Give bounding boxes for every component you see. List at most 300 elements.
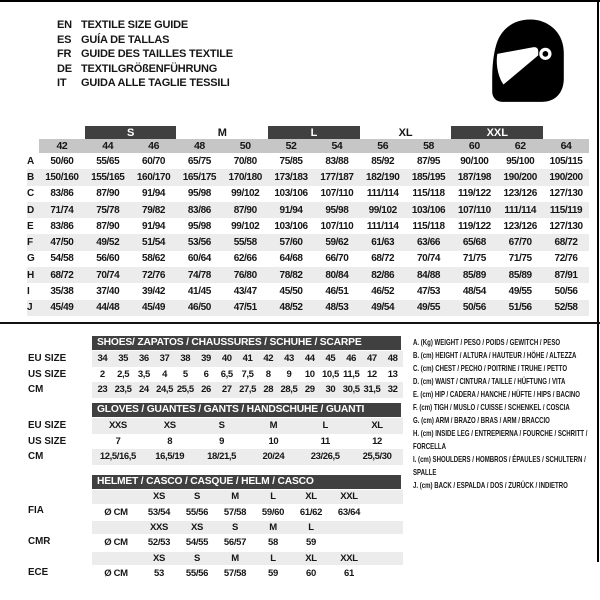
helmet-value-row-CMR <box>92 534 403 551</box>
shoes-value-cell: 12 <box>367 368 377 380</box>
measurement-cell: 170/180 <box>228 171 262 183</box>
measurement-cell: 111/114 <box>366 220 399 232</box>
measurement-cell: 71/75 <box>462 253 486 265</box>
gloves-value-cell: XL <box>371 420 383 431</box>
helmet-size-row-FIA <box>92 490 403 504</box>
size-number-cell: 58 <box>406 139 452 153</box>
measurement-cell: 61/63 <box>371 237 395 249</box>
measurement-cell: 115/118 <box>412 188 445 200</box>
shoes-value-cell: 26 <box>201 384 211 395</box>
measurement-cell: 127/130 <box>549 188 583 200</box>
measurement-row-C <box>27 186 589 202</box>
shoes-value-cell: 28,5 <box>280 384 298 395</box>
measurement-cell: 50/56 <box>462 302 486 314</box>
measurement-cell: 65/68 <box>462 237 486 249</box>
measurement-cell: 107/110 <box>320 220 354 232</box>
shoes-row-label: CM <box>28 384 44 395</box>
gloves-row-values <box>92 418 403 434</box>
measurement-cell: 63/66 <box>417 237 441 249</box>
measurement-cell: 79/82 <box>142 204 166 216</box>
helmet-value-cell: 55/56 <box>185 568 209 579</box>
measurement-cell: 50/60 <box>50 155 74 167</box>
shoes-value-cell: 29 <box>304 384 315 395</box>
measurement-cell: 83/86 <box>50 188 74 200</box>
gloves-row <box>0 434 600 450</box>
shoes-value-cell: 11,5 <box>342 368 360 380</box>
gloves-value-cell: 11 <box>320 435 330 447</box>
measurement-row-B <box>27 169 589 185</box>
measurement-cell: 83/86 <box>50 220 74 232</box>
measurement-cell: 155/165 <box>91 171 125 183</box>
gloves-value-cell: 23/26,5 <box>310 451 340 462</box>
gloves-row <box>0 418 600 434</box>
gloves-value-cell: XS <box>163 420 176 431</box>
gloves-value-cell: 25,5/30 <box>362 451 392 462</box>
shoes-value-cell: 2,5 <box>117 368 130 380</box>
shoes-value-cell: 10,5 <box>322 368 339 380</box>
helmet-size-cell: L <box>308 521 314 533</box>
shoes-value-cell: 5 <box>182 368 188 380</box>
size-number-cell: 48 <box>176 139 222 153</box>
gloves-value-cell: L <box>322 420 328 431</box>
shoes-value-cell: 39 <box>201 353 211 364</box>
helmet-size-cell: XS <box>152 491 166 502</box>
measurement-cell: 82/86 <box>371 269 395 281</box>
measurement-cell: 55/58 <box>233 237 257 249</box>
helmet-size-cell: XXL <box>340 491 358 502</box>
helmet-standard-label-ECE: ECE <box>28 566 49 578</box>
measurement-cell: 111/114 <box>504 204 537 216</box>
helmet-size-cell: M <box>231 552 239 564</box>
helmet-value-cell: 60 <box>306 568 316 579</box>
size-group-cell: S <box>85 126 177 139</box>
shoes-value-cell: 27 <box>221 384 232 395</box>
helmet-size-cell: S <box>231 521 239 533</box>
size-group-row <box>27 126 589 139</box>
measurement-row-F <box>27 234 589 250</box>
size-number-cell: 52 <box>268 139 314 153</box>
measurement-cell: 85/89 <box>508 269 532 281</box>
measurement-cell: 91/94 <box>279 204 303 216</box>
shoes-value-cell: 28 <box>263 384 274 395</box>
measurement-cell: 190/200 <box>549 171 583 183</box>
shoes-row <box>0 351 600 367</box>
helmet-value-cell: 58 <box>268 537 278 548</box>
measurement-cell: 48/52 <box>279 302 303 314</box>
helmet-size-cell: XXL <box>340 552 358 564</box>
measurement-cell: 85/89 <box>462 269 486 281</box>
measurement-row-H <box>27 267 589 283</box>
helmet-value-row-ECE <box>92 565 403 582</box>
measurement-cell: 43/47 <box>233 286 257 298</box>
legend-item: D. (cm) WAIST / CINTURA / TAILLE / HÜFTUNG / VITA <box>413 377 566 386</box>
shoes-row-values <box>92 367 403 383</box>
measurement-cell: 46/50 <box>187 302 211 314</box>
measurement-cell: 75/85 <box>279 155 303 167</box>
measurement-cell: 173/183 <box>274 171 308 183</box>
shoes-value-cell: 35 <box>118 353 128 364</box>
shoes-value-cell: 40 <box>221 353 232 364</box>
gloves-value-cell: 20/24 <box>262 451 285 462</box>
helmet-icon <box>488 16 568 106</box>
helmet-size-cell: S <box>193 552 201 564</box>
shoes-value-cell: 38 <box>180 353 191 364</box>
measurement-cell: 65/75 <box>187 155 211 167</box>
language-title: GUÍA DE TALLAS <box>81 33 170 46</box>
measurement-cell: 70/74 <box>417 253 441 265</box>
measurement-cell: 95/98 <box>187 188 211 200</box>
measurement-cell: 68/72 <box>554 237 578 249</box>
measurement-cell: 165/175 <box>182 171 217 183</box>
measurement-cell: 90/100 <box>460 155 489 167</box>
legend-item: B. (cm) HEIGHT / ALTURA / HAUTEUR / HÖHE / ALTEZZA <box>413 351 577 360</box>
language-title: TEXTILE SIZE GUIDE <box>81 19 189 31</box>
measurement-cell: 49/55 <box>508 286 532 298</box>
helmet-size-cell: M <box>269 521 277 533</box>
language-code: FR <box>57 48 72 61</box>
shoes-value-cell: 47 <box>367 353 377 364</box>
row-letter: B <box>27 171 34 183</box>
measurement-cell: 60/70 <box>142 155 166 167</box>
shoes-value-cell: 25,5 <box>176 384 194 395</box>
gloves-value-cell: 10 <box>268 435 279 447</box>
row-letter: D <box>27 204 34 216</box>
measurement-cell: 46/51 <box>325 286 349 298</box>
right-border-line <box>597 0 599 562</box>
measurement-cell: 46/52 <box>371 286 395 298</box>
top-border-line <box>0 0 600 2</box>
helmet-size-spacer <box>92 552 140 566</box>
measurement-cell: 87/90 <box>96 220 120 232</box>
measurement-row-G <box>27 251 589 267</box>
language-row <box>57 62 233 77</box>
shoes-value-cell: 30,5 <box>342 384 360 395</box>
measurement-row-I <box>27 283 589 299</box>
gloves-value-cell: 18/21,5 <box>207 451 237 462</box>
measurement-cell: 87/95 <box>417 155 441 167</box>
measurement-cell: 99/102 <box>231 188 260 200</box>
measurement-cell: 83/88 <box>325 155 349 167</box>
textile-size-table <box>27 126 589 316</box>
helmet-value-cell: 61 <box>344 568 354 579</box>
measurement-cell: 83/86 <box>187 204 211 216</box>
helmet-size-cell: XXS <box>149 521 169 533</box>
language-code: DE <box>57 62 72 75</box>
size-number-spacer <box>27 139 39 153</box>
language-code: IT <box>57 77 67 90</box>
helmet-value-cell: 53/54 <box>147 506 171 518</box>
measurement-cell: 150/160 <box>45 171 79 183</box>
helmet-size-cell: XS <box>190 521 204 533</box>
measurement-cell: 187/198 <box>457 171 492 183</box>
measurement-cell: 50/56 <box>554 286 578 298</box>
measurement-cell: 119/122 <box>457 220 491 232</box>
measurement-cell: 103/106 <box>411 204 446 216</box>
shoes-row <box>0 382 600 398</box>
shoes-value-cell: 8 <box>265 368 271 380</box>
gloves-value-cell: S <box>218 420 225 431</box>
measurement-cell: 71/75 <box>508 253 532 265</box>
gloves-row-values <box>92 434 403 450</box>
helmet-size-cell: XL <box>305 552 317 564</box>
language-code: ES <box>57 33 72 46</box>
legend-item: J. (cm) BACK / ESPALDA / DOS / ZURÜCK / INDIETRO <box>413 481 568 490</box>
measurement-cell: 84/88 <box>417 269 441 281</box>
measurement-cell: 45/49 <box>142 302 166 314</box>
helmet-size-cell: XL <box>305 491 317 502</box>
gloves-value-cell: 16,5/19 <box>155 451 185 462</box>
measurement-cell: 119/122 <box>457 188 491 200</box>
helmet-size-cell: L <box>270 491 276 502</box>
helmet-size-cell: XS <box>152 552 166 564</box>
shoes-value-cell: 24 <box>138 384 149 395</box>
row-letter: H <box>27 269 34 281</box>
size-number-row <box>27 139 589 153</box>
legend-item: G. (cm) ARM / BRAZO / BRAS / ARM / BRACCIO <box>413 416 550 425</box>
gloves-value-cell: 9 <box>219 435 225 447</box>
measurement-cell: 185/195 <box>411 171 446 183</box>
size-group-cell <box>543 126 589 139</box>
measurement-cell: 75/78 <box>96 204 120 216</box>
shoes-section-title: SHOES/ ZAPATOS / CHAUSSURES / SCHUHE / SCARPE <box>92 336 401 350</box>
shoes-row-label: US SIZE <box>28 368 67 380</box>
legend-item: F. (cm) TIGH / MUSLO / CUISSE / SCHENKEL / COSCIA <box>413 403 570 412</box>
size-number-cell: 60 <box>451 139 497 153</box>
helmet-value-cell: 59 <box>268 568 278 579</box>
measurement-cell: 72/76 <box>554 253 578 265</box>
measurement-cell: 52/58 <box>554 302 578 314</box>
helmet-value-cell: 56/57 <box>223 537 247 548</box>
shoes-value-cell: 41 <box>242 353 253 364</box>
shoes-value-cell: 32 <box>387 384 398 395</box>
measurement-cell: 91/94 <box>142 188 166 200</box>
helmet-standard-label-CMR: CMR <box>28 535 51 547</box>
helmet-size-spacer <box>92 521 140 535</box>
measurement-cell: 103/106 <box>274 188 308 200</box>
shoes-value-cell: 43 <box>284 353 294 364</box>
size-number-cell: 46 <box>131 139 177 153</box>
measurement-cell: 37/40 <box>96 286 120 298</box>
gloves-value-cell: M <box>269 420 278 431</box>
helmet-value-row-FIA <box>92 504 403 521</box>
helmet-value-cell: 63/64 <box>337 506 361 518</box>
measurement-cell: 105/115 <box>549 155 583 167</box>
gloves-section-title: GLOVES / GUANTES / GANTS / HANDSCHUHE / GUANTI <box>92 403 401 417</box>
shoes-value-cell: 27,5 <box>239 384 256 395</box>
measurement-row-D <box>27 202 589 218</box>
shoes-value-cell: 23 <box>97 384 108 395</box>
measurement-cell: 68/72 <box>371 253 395 265</box>
measurement-cell: 53/56 <box>187 237 211 249</box>
size-number-cell: 62 <box>497 139 543 153</box>
helmet-unit-cell: Ø CM <box>104 537 128 548</box>
measurement-cell: 99/102 <box>231 220 260 232</box>
measurement-cell: 70/74 <box>96 269 120 281</box>
measurement-cell: 70/80 <box>233 155 257 167</box>
shoes-value-cell: 24,5 <box>156 384 174 395</box>
shoes-value-cell: 42 <box>263 353 274 364</box>
size-number-cell: 44 <box>85 139 131 153</box>
helmet-value-cell: 59 <box>306 537 316 548</box>
gloves-value-cell: 12 <box>372 435 382 447</box>
measurement-cell: 123/126 <box>503 220 537 232</box>
size-group-cell: XXL <box>451 126 543 139</box>
size-number-cell: 42 <box>39 139 85 153</box>
measurement-cell: 58/62 <box>142 253 166 265</box>
measurement-cell: 87/90 <box>233 204 257 216</box>
helmet-value-cell: 55/56 <box>185 506 209 518</box>
row-letter: F <box>27 237 33 249</box>
measurement-cell: 190/200 <box>503 171 537 183</box>
section-divider-line <box>0 322 600 324</box>
measurement-cell: 87/91 <box>554 269 578 281</box>
measurement-cell: 66/70 <box>325 253 349 265</box>
shoes-value-cell: 9 <box>286 368 292 380</box>
gloves-row-values <box>92 449 403 465</box>
shoes-value-cell: 6 <box>203 368 209 380</box>
measurement-cell: 91/94 <box>142 220 166 232</box>
gloves-value-cell: 8 <box>167 435 173 447</box>
measurement-row-A <box>27 153 589 169</box>
gloves-value-cell: XXS <box>109 420 127 431</box>
measurement-cell: 107/110 <box>457 204 491 216</box>
measurement-cell: 45/50 <box>279 286 303 298</box>
gloves-row-label: EU SIZE <box>28 420 67 431</box>
shoes-value-cell: 6,5 <box>220 368 233 380</box>
size-group-cell <box>39 126 85 139</box>
shoes-value-cell: 2 <box>99 368 105 380</box>
measurement-cell: 177/187 <box>320 171 354 183</box>
measurement-cell: 95/98 <box>187 220 211 232</box>
measurement-cell: 103/106 <box>274 220 308 232</box>
measurement-cell: 59/62 <box>325 237 349 249</box>
measurement-cell: 78/82 <box>279 269 303 281</box>
shoes-value-cell: 4 <box>162 368 168 380</box>
measurement-cell: 44/48 <box>96 302 120 314</box>
language-title: TEXTILGRÖßENFÜHRUNG <box>81 62 218 75</box>
measurement-cell: 47/51 <box>233 302 257 314</box>
helmet-value-cell: 52/53 <box>147 537 171 548</box>
row-letter: A <box>27 155 34 167</box>
shoes-value-cell: 37 <box>159 353 170 364</box>
measurement-cell: 67/70 <box>508 237 532 249</box>
measurement-cell: 62/66 <box>233 253 257 265</box>
row-letter: E <box>27 220 34 232</box>
helmet-section-title: HELMET / CASCO / CASQUE / HELM / CASCO <box>92 475 401 489</box>
legend-item: I. (cm) SHOULDERS / HOMBROS / ÉPAULES / SCHULTERN / SPALLE <box>413 455 586 477</box>
shoes-value-cell: 46 <box>346 353 357 364</box>
row-letter: C <box>27 188 34 200</box>
shoes-value-cell: 3,5 <box>137 368 150 380</box>
helmet-size-row-CMR <box>92 521 403 535</box>
helmet-size-row-ECE <box>92 552 403 566</box>
measurement-cell: 115/118 <box>412 220 445 232</box>
measurement-cell: 107/110 <box>320 188 354 200</box>
helmet-value-cell: 59/60 <box>261 506 285 518</box>
gloves-row-label: US SIZE <box>28 435 67 447</box>
language-title: GUIDA ALLE TAGLIE TESSILI <box>81 77 230 90</box>
shoes-row-values <box>92 351 403 367</box>
measurement-cell: 182/190 <box>366 171 400 183</box>
helmet-standard-label-FIA: FIA <box>28 505 44 516</box>
measurement-cell: 76/80 <box>233 269 257 281</box>
measurement-cell: 49/55 <box>417 302 441 314</box>
measurement-cell: 48/54 <box>462 286 486 298</box>
size-group-spacer <box>27 126 39 139</box>
row-letter: G <box>27 253 35 265</box>
measurement-cell: 74/78 <box>187 269 211 281</box>
measurement-cell: 115/119 <box>549 204 583 216</box>
measurement-cell: 123/126 <box>503 188 537 200</box>
measurement-cell: 127/130 <box>549 220 583 232</box>
shoes-value-cell: 31,5 <box>363 384 381 395</box>
measurement-cell: 64/68 <box>279 253 303 265</box>
measurement-cell: 85/92 <box>371 155 395 167</box>
shoes-value-cell: 45 <box>325 353 336 364</box>
measurement-cell: 99/102 <box>368 204 397 216</box>
measurement-cell: 47/53 <box>417 286 441 298</box>
measurement-cell: 87/90 <box>96 188 120 200</box>
size-number-cell: 56 <box>360 139 406 153</box>
measurement-cell: 56/60 <box>96 253 120 265</box>
shoes-value-cell: 13 <box>387 368 398 380</box>
helmet-value-cell: 61/62 <box>299 506 323 518</box>
helmet-size-cell: M <box>231 491 239 502</box>
language-header <box>57 18 233 91</box>
language-row <box>57 76 233 91</box>
measurement-cell: 47/50 <box>50 237 74 249</box>
gloves-row <box>0 449 600 465</box>
shoes-value-cell: 48 <box>387 353 398 364</box>
helmet-value-cell: 53 <box>154 568 164 579</box>
helmet-size-cell: L <box>270 552 276 564</box>
row-letter: J <box>27 302 33 314</box>
legend-item: C. (cm) CHEST / PECHO / POITRINE / TRUHE / PETTO <box>413 364 568 373</box>
measurement-cell: 60/64 <box>187 253 211 265</box>
shoes-row-values <box>92 382 403 398</box>
shoes-value-cell: 10 <box>304 368 315 380</box>
helmet-value-cell: 57/58 <box>223 506 247 518</box>
language-code: EN <box>57 19 72 31</box>
measurement-row-E <box>27 218 589 234</box>
shoes-value-cell: 30 <box>325 384 336 395</box>
measurement-cell: 48/53 <box>325 302 349 314</box>
shoes-row <box>0 367 600 383</box>
measurement-cell: 51/56 <box>508 302 532 314</box>
legend-item: A. (Kg) WEIGHT / PESO / POIDS / GEWITCH / PESO <box>413 338 561 347</box>
measurement-cell: 51/54 <box>142 237 166 249</box>
language-row <box>57 33 233 48</box>
measurement-cell: 49/54 <box>371 302 395 314</box>
helmet-value-cell <box>330 534 368 551</box>
helmet-value-cell: 54/55 <box>185 537 209 548</box>
measurement-row-J <box>27 300 589 316</box>
language-row <box>57 18 233 33</box>
helmet-value-cell: 57/58 <box>223 568 247 579</box>
gloves-value-cell: 12,5/16,5 <box>99 451 136 462</box>
measurement-cell: 49/52 <box>96 237 120 249</box>
measurement-cell: 95/98 <box>325 204 349 216</box>
shoes-value-cell: 44 <box>304 353 315 364</box>
shoes-value-cell: 34 <box>97 353 108 364</box>
measurement-cell: 35/38 <box>50 286 74 298</box>
shoes-value-cell: 36 <box>138 353 149 364</box>
measurement-cell: 39/42 <box>142 286 166 298</box>
measurement-cell: 41/45 <box>187 286 211 298</box>
measurement-cell: 111/114 <box>366 188 399 200</box>
helmet-unit-cell: Ø CM <box>104 506 128 518</box>
measurement-cell: 57/60 <box>279 237 303 249</box>
